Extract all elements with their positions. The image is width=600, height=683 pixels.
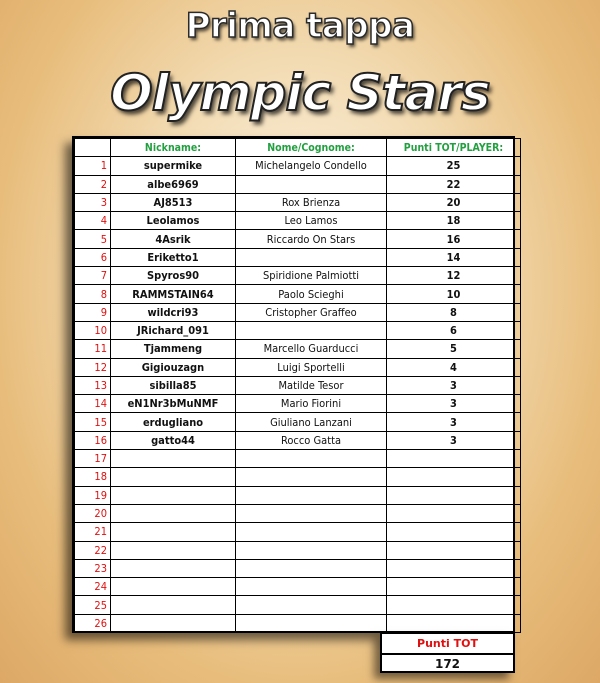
table-row [75, 248, 521, 266]
row-nickname [111, 486, 236, 504]
row-punti: 8 [387, 303, 521, 321]
row-nickname [111, 596, 236, 614]
row-punti: 20 [387, 193, 521, 211]
row-nome-cognome [236, 578, 387, 596]
row-rank: 10 [75, 321, 111, 339]
row-nickname: erdugliano [111, 413, 236, 431]
row-punti: 4 [387, 358, 521, 376]
header-row [75, 139, 521, 157]
row-rank: 16 [75, 431, 111, 449]
row-punti [387, 559, 521, 577]
row-nickname [111, 468, 236, 486]
row-nome-cognome: Rocco Gatta [236, 431, 387, 449]
row-rank: 11 [75, 340, 111, 358]
row-nome-cognome: Giuliano Lanzani [236, 413, 387, 431]
table-row [75, 395, 521, 413]
row-rank: 4 [75, 212, 111, 230]
table-row [75, 523, 521, 541]
row-punti [387, 450, 521, 468]
row-punti: 22 [387, 175, 521, 193]
row-rank: 14 [75, 395, 111, 413]
table-row [75, 376, 521, 394]
row-punti: 12 [387, 267, 521, 285]
row-nickname: RAMMSTAIN64 [111, 285, 236, 303]
standings-rows [75, 157, 521, 633]
table-row [75, 614, 521, 632]
row-nome-cognome [236, 559, 387, 577]
row-rank: 26 [75, 614, 111, 632]
row-nome-cognome: Leo Lamos [236, 212, 387, 230]
total-box [380, 632, 515, 673]
header-nome-cognome: Nome/Cognome: [236, 139, 387, 157]
row-rank: 20 [75, 504, 111, 522]
row-nome-cognome [236, 504, 387, 522]
row-nome-cognome [236, 614, 387, 632]
table-row [75, 230, 521, 248]
row-rank: 9 [75, 303, 111, 321]
table-row [75, 559, 521, 577]
row-nickname: sibilla85 [111, 376, 236, 394]
row-rank: 25 [75, 596, 111, 614]
total-label: Punti TOT [382, 634, 513, 655]
row-nome-cognome [236, 321, 387, 339]
row-nickname [111, 614, 236, 632]
header-rank [75, 139, 111, 157]
row-nome-cognome: Rox Brienza [236, 193, 387, 211]
row-rank: 13 [75, 376, 111, 394]
row-punti [387, 523, 521, 541]
table-row [75, 578, 521, 596]
row-nome-cognome: Marcello Guarducci [236, 340, 387, 358]
total-value: 172 [434, 657, 461, 671]
row-rank: 24 [75, 578, 111, 596]
row-punti: 10 [387, 285, 521, 303]
row-punti [387, 468, 521, 486]
row-nickname [111, 523, 236, 541]
table-row [75, 504, 521, 522]
row-nickname: Gigiouzagn [111, 358, 236, 376]
table-row [75, 413, 521, 431]
row-nickname: Leolamos [111, 212, 236, 230]
standings-table [74, 138, 521, 633]
row-rank: 17 [75, 450, 111, 468]
row-nickname: 4Asrik [111, 230, 236, 248]
header-nickname: Nickname: [111, 139, 236, 157]
row-punti [387, 504, 521, 522]
row-nome-cognome: Mario Fiorini [236, 395, 387, 413]
table-row [75, 285, 521, 303]
row-rank: 12 [75, 358, 111, 376]
row-nome-cognome [236, 486, 387, 504]
row-rank: 21 [75, 523, 111, 541]
row-nickname: wildcri93 [111, 303, 236, 321]
row-rank: 2 [75, 175, 111, 193]
row-rank: 5 [75, 230, 111, 248]
row-punti: 3 [387, 431, 521, 449]
row-punti: 6 [387, 321, 521, 339]
row-nome-cognome: Cristopher Graffeo [236, 303, 387, 321]
table-row [75, 358, 521, 376]
row-punti [387, 541, 521, 559]
row-rank: 19 [75, 486, 111, 504]
row-nickname: AJ8513 [111, 193, 236, 211]
row-rank: 8 [75, 285, 111, 303]
table-row [75, 212, 521, 230]
row-rank: 7 [75, 267, 111, 285]
row-nome-cognome: Riccardo On Stars [236, 230, 387, 248]
row-rank: 6 [75, 248, 111, 266]
table-row [75, 175, 521, 193]
row-nickname [111, 504, 236, 522]
table-row [75, 340, 521, 358]
row-nome-cognome [236, 450, 387, 468]
row-nome-cognome [236, 541, 387, 559]
header-punti: Punti TOT/PLAYER: [387, 139, 521, 157]
row-nickname: Spyros90 [111, 267, 236, 285]
row-nickname: Tjammeng [111, 340, 236, 358]
row-nome-cognome: Paolo Scieghi [236, 285, 387, 303]
row-nome-cognome [236, 175, 387, 193]
table-row [75, 541, 521, 559]
row-nickname: JRichard_091 [111, 321, 236, 339]
table-row [75, 193, 521, 211]
row-nickname [111, 559, 236, 577]
row-nickname: eN1Nr3bMuNMF [111, 395, 236, 413]
row-rank: 15 [75, 413, 111, 431]
row-rank: 23 [75, 559, 111, 577]
row-punti: 25 [387, 157, 521, 175]
title-olympic-stars: Olympic Stars [110, 64, 490, 122]
table-row [75, 486, 521, 504]
row-punti: 18 [387, 212, 521, 230]
row-nickname: supermike [111, 157, 236, 175]
table-row [75, 303, 521, 321]
row-nome-cognome [236, 248, 387, 266]
row-punti: 3 [387, 413, 521, 431]
row-nickname [111, 450, 236, 468]
table-row [75, 450, 521, 468]
row-punti: 5 [387, 340, 521, 358]
row-punti [387, 596, 521, 614]
table-row [75, 157, 521, 175]
row-nome-cognome [236, 468, 387, 486]
row-rank: 22 [75, 541, 111, 559]
row-rank: 3 [75, 193, 111, 211]
row-nickname: albe6969 [111, 175, 236, 193]
table-row [75, 267, 521, 285]
row-nome-cognome: Luigi Sportelli [236, 358, 387, 376]
title-prima-tappa: Prima tappa [185, 6, 415, 46]
row-nome-cognome: Spiridione Palmiotti [236, 267, 387, 285]
row-nome-cognome: Michelangelo Condello [236, 157, 387, 175]
row-punti [387, 486, 521, 504]
row-punti [387, 614, 521, 632]
row-nickname [111, 541, 236, 559]
row-nickname: gatto44 [111, 431, 236, 449]
table-row [75, 596, 521, 614]
standings-sheet [72, 136, 515, 633]
row-nickname [111, 578, 236, 596]
table-row [75, 431, 521, 449]
table-row [75, 321, 521, 339]
row-nickname: Eriketto1 [111, 248, 236, 266]
row-nome-cognome: Matilde Tesor [236, 376, 387, 394]
row-rank: 18 [75, 468, 111, 486]
row-punti: 14 [387, 248, 521, 266]
row-punti: 3 [387, 395, 521, 413]
row-punti: 16 [387, 230, 521, 248]
row-nome-cognome [236, 523, 387, 541]
row-rank: 1 [75, 157, 111, 175]
row-punti: 3 [387, 376, 521, 394]
row-punti [387, 578, 521, 596]
table-row [75, 468, 521, 486]
row-nome-cognome [236, 596, 387, 614]
